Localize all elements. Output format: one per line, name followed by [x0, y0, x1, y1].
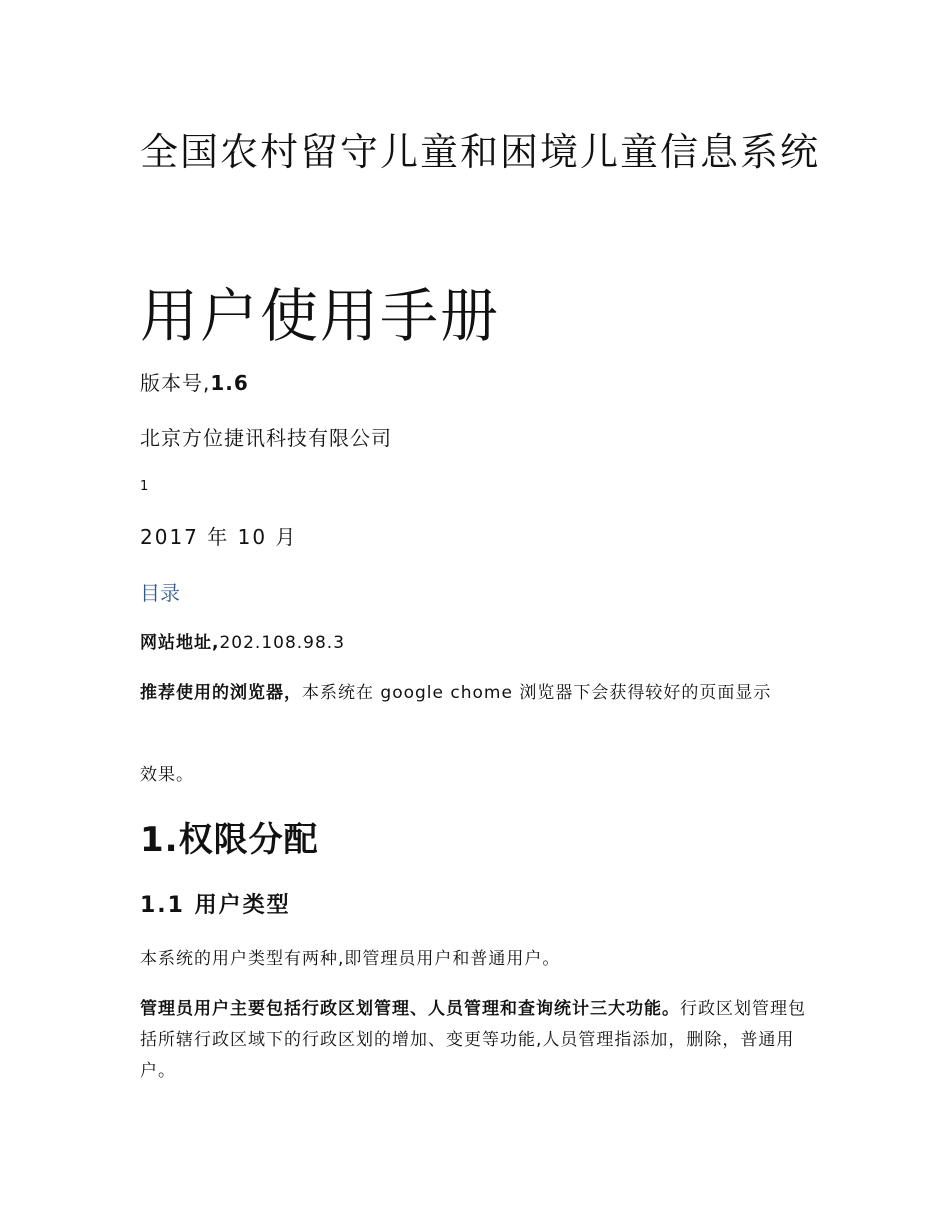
page-number: 1	[140, 479, 149, 494]
admin-bold-text: 管理员用户主要包括行政区划管理、人员管理和查询统计三大功能。	[140, 999, 680, 1019]
document-date: 2017 年 10 月	[140, 525, 298, 549]
site-label: 网站地址,	[140, 633, 220, 653]
browser-recommendation	[140, 678, 820, 709]
site-value: 202.108.98.3	[219, 633, 346, 653]
document-title: 全国农村留守儿童和困境儿童信息系统	[140, 130, 821, 174]
version-value: 1.6	[210, 371, 249, 395]
admin-user-paragraph	[140, 994, 820, 1087]
version-label: 版本号,	[140, 371, 211, 395]
section-heading: 1.权限分配	[140, 820, 319, 860]
browser-recommendation-cont: 效果。	[140, 765, 194, 785]
browser-label: 推荐使用的浏览器，	[140, 683, 302, 703]
admin-text: 行政区划管理包括所辖行政区域下的行政区划的增加、变更等功能,人员管理指添加，删除，普通用户。	[140, 999, 806, 1081]
company-name: 北京方位捷讯科技有限公司	[140, 426, 392, 450]
document-subtitle: 用户使用手册	[140, 282, 501, 350]
browser-text: 本系统在 google chome 浏览器下会获得较好的页面显示	[302, 683, 772, 703]
site-address-line	[140, 628, 820, 659]
user-types-paragraph: 本系统的用户类型有两种,即管理员用户和普通用户。	[140, 949, 561, 969]
subsection-heading: 1.1 用户类型	[140, 893, 291, 918]
toc-heading: 目录	[140, 581, 180, 605]
version-line	[140, 368, 820, 398]
